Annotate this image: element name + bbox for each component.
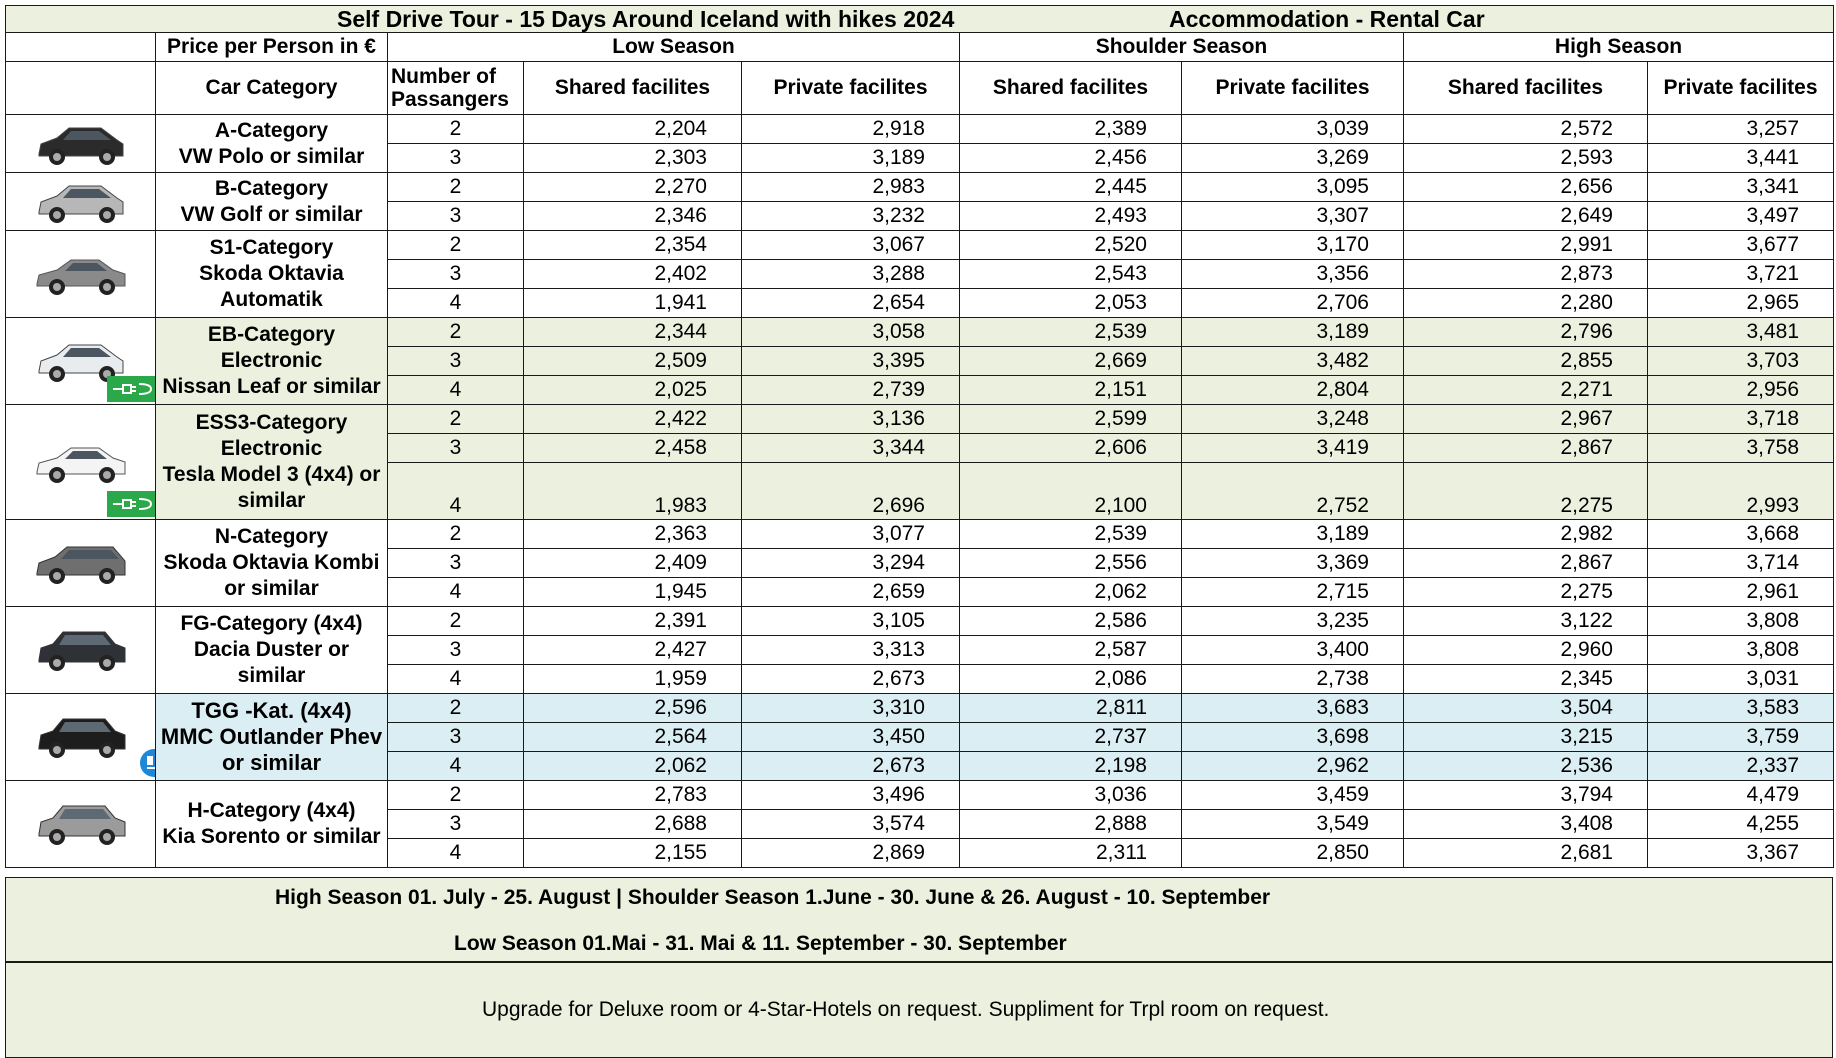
- high-shared-header: Shared facilites: [1404, 62, 1648, 115]
- price-cell: 2,965: [1648, 289, 1834, 318]
- price-cell: 3,400: [1182, 636, 1404, 665]
- price-cell: 3,459: [1182, 781, 1404, 810]
- table-row: [6, 694, 1834, 723]
- low-private-header: Private facilites: [742, 62, 960, 115]
- price-cell: 3,189: [1182, 520, 1404, 549]
- passengers-cell: 2: [388, 318, 524, 347]
- price-cell: 3,441: [1648, 144, 1834, 173]
- price-cell: 3,677: [1648, 231, 1834, 260]
- passengers-cell: 2: [388, 520, 524, 549]
- category-label-line: Dacia Duster or similar: [193, 638, 350, 687]
- price-cell: 3,248: [1182, 405, 1404, 434]
- price-cell: 2,198: [960, 752, 1182, 781]
- price-cell: 2,586: [960, 607, 1182, 636]
- car-image-cell: [6, 173, 156, 231]
- category-label-line: N-Category: [214, 525, 329, 548]
- season-dates-line-1: High Season 01. July - 25. August | Shoulder Season 1.June - 30. June & 26. August - 10. September: [275, 886, 1271, 909]
- category-label-line: Skoda Oktavia: [199, 262, 344, 285]
- category-label: [156, 694, 388, 781]
- price-cell: 2,389: [960, 115, 1182, 144]
- price-cell: 2,275: [1404, 578, 1648, 607]
- price-table: [5, 5, 1834, 868]
- car-image-cell: [6, 781, 156, 868]
- plugin-hybrid-icon: [139, 748, 156, 778]
- price-cell: 3,497: [1648, 202, 1834, 231]
- price-cell: 2,867: [1404, 549, 1648, 578]
- table-row: [6, 318, 1834, 347]
- category-label-line: Skoda Oktavia Kombi: [163, 551, 380, 574]
- low-season-header: Low Season: [388, 33, 960, 62]
- passengers-cell: 2: [388, 781, 524, 810]
- category-label-line: Electronic: [220, 437, 323, 460]
- price-cell: 2,606: [960, 434, 1182, 463]
- price-cell: 2,363: [524, 520, 742, 549]
- price-cell: 2,564: [524, 723, 742, 752]
- passengers-cell: 4: [388, 578, 524, 607]
- category-label-line: A-Category: [214, 118, 329, 142]
- price-cell: 3,794: [1404, 781, 1648, 810]
- price-cell: 3,189: [742, 144, 960, 173]
- price-cell: 3,758: [1648, 434, 1834, 463]
- price-cell: 3,369: [1182, 549, 1404, 578]
- price-cell: 3,105: [742, 607, 960, 636]
- car-electric-sedan-icon: [33, 436, 129, 488]
- shoulder-season-header: Shoulder Season: [960, 33, 1404, 62]
- price-cell: 2,983: [742, 173, 960, 202]
- car-image-cell: [6, 318, 156, 405]
- price-cell: 3,067: [742, 231, 960, 260]
- price-cell: 3,294: [742, 549, 960, 578]
- category-label-line: similar: [237, 489, 306, 512]
- passengers-cell: 4: [388, 752, 524, 781]
- price-cell: 2,596: [524, 694, 742, 723]
- price-cell: 3,269: [1182, 144, 1404, 173]
- table-row: [6, 231, 1834, 260]
- category-label-line: or similar: [221, 750, 322, 775]
- table-row: [6, 607, 1834, 636]
- price-cell: 2,270: [524, 173, 742, 202]
- car-estate-icon: [33, 537, 129, 589]
- passengers-cell: 3: [388, 723, 524, 752]
- category-label-line: Nissan Leaf or similar: [162, 375, 381, 398]
- price-cell: 2,086: [960, 665, 1182, 694]
- shoulder-shared-header: Shared facilites: [960, 62, 1182, 115]
- season-dates-line-2: Low Season 01.Mai - 31. Mai & 11. September - 30. September: [454, 932, 1067, 955]
- price-cell: 2,918: [742, 115, 960, 144]
- price-cell: 2,804: [1182, 376, 1404, 405]
- price-cell: 2,345: [1404, 665, 1648, 694]
- car-image-cell: [6, 115, 156, 173]
- price-cell: 2,062: [960, 578, 1182, 607]
- price-cell: 2,539: [960, 520, 1182, 549]
- price-cell: 2,427: [524, 636, 742, 665]
- category-label-line: Tesla Model 3 (4x4) or: [162, 463, 381, 486]
- blank-corner-2: [6, 62, 156, 115]
- passengers-cell: 2: [388, 231, 524, 260]
- price-cell: 2,409: [524, 549, 742, 578]
- price-cell: 2,204: [524, 115, 742, 144]
- price-cell: 2,649: [1404, 202, 1648, 231]
- blank-corner: [6, 33, 156, 62]
- price-cell: 2,536: [1404, 752, 1648, 781]
- category-label-line: B-Category: [214, 176, 329, 200]
- price-cell: 3,077: [742, 520, 960, 549]
- passengers-cell: 2: [388, 173, 524, 202]
- car-image-cell: [6, 694, 156, 781]
- price-cell: 3,313: [742, 636, 960, 665]
- category-label: [156, 318, 388, 405]
- price-cell: 3,307: [1182, 202, 1404, 231]
- price-cell: 2,587: [960, 636, 1182, 665]
- price-cell: 2,855: [1404, 347, 1648, 376]
- price-cell: 3,215: [1404, 723, 1648, 752]
- car-image-cell: [6, 520, 156, 607]
- category-label-line: Kia Sorento or similar: [162, 825, 381, 848]
- price-cell: 2,543: [960, 260, 1182, 289]
- price-cell: 3,698: [1182, 723, 1404, 752]
- category-label-line: FG-Category (4x4): [180, 612, 363, 635]
- price-cell: 3,574: [742, 810, 960, 839]
- price-cell: 2,960: [1404, 636, 1648, 665]
- category-label: [156, 173, 388, 231]
- category-label: [156, 781, 388, 868]
- car-suv-black-icon: [33, 711, 129, 763]
- passengers-cell: 3: [388, 347, 524, 376]
- price-cell: 2,509: [524, 347, 742, 376]
- price-cell: 2,659: [742, 578, 960, 607]
- passengers-cell: 4: [388, 463, 524, 520]
- electric-plug-icon: [107, 491, 155, 517]
- price-cell: 2,520: [960, 231, 1182, 260]
- passengers-cell: 2: [388, 694, 524, 723]
- price-cell: 3,367: [1648, 839, 1834, 868]
- price-cell: 3,170: [1182, 231, 1404, 260]
- price-cell: 2,599: [960, 405, 1182, 434]
- title-bar: [6, 6, 1834, 33]
- table-row: [6, 173, 1834, 202]
- electric-plug-icon: [107, 376, 155, 402]
- price-cell: 3,450: [742, 723, 960, 752]
- table-row: [6, 520, 1834, 549]
- price-cell: 2,811: [960, 694, 1182, 723]
- price-cell: 2,053: [960, 289, 1182, 318]
- price-cell: 3,703: [1648, 347, 1834, 376]
- price-cell: 3,058: [742, 318, 960, 347]
- passengers-cell: 4: [388, 289, 524, 318]
- car-image-cell: [6, 405, 156, 520]
- price-cell: 3,341: [1648, 173, 1834, 202]
- price-cell: 1,941: [524, 289, 742, 318]
- price-cell: 2,956: [1648, 376, 1834, 405]
- price-cell: 2,354: [524, 231, 742, 260]
- category-label-line: MMC Outlander Phev: [160, 724, 383, 749]
- price-cell: 2,275: [1404, 463, 1648, 520]
- price-cell: 2,991: [1404, 231, 1648, 260]
- price-cell: 3,039: [1182, 115, 1404, 144]
- price-cell: 2,867: [1404, 434, 1648, 463]
- price-cell: 3,718: [1648, 405, 1834, 434]
- passengers-cell: 4: [388, 376, 524, 405]
- price-cell: 2,673: [742, 752, 960, 781]
- price-cell: 2,458: [524, 434, 742, 463]
- price-cell: 2,673: [742, 665, 960, 694]
- price-cell: 2,303: [524, 144, 742, 173]
- category-label: [156, 520, 388, 607]
- passengers-cell: 3: [388, 810, 524, 839]
- price-cell: 3,549: [1182, 810, 1404, 839]
- price-cell: 3,344: [742, 434, 960, 463]
- passengers-cell: 3: [388, 549, 524, 578]
- price-cell: 2,993: [1648, 463, 1834, 520]
- price-cell: 2,967: [1404, 405, 1648, 434]
- price-cell: 2,280: [1404, 289, 1648, 318]
- price-cell: 4,255: [1648, 810, 1834, 839]
- price-cell: 2,062: [524, 752, 742, 781]
- passengers-header: Number of Passangers: [388, 62, 524, 115]
- price-cell: 4,479: [1648, 781, 1834, 810]
- price-cell: 3,714: [1648, 549, 1834, 578]
- car-suv-dark-icon: [33, 624, 129, 676]
- price-cell: 3,189: [1182, 318, 1404, 347]
- price-cell: 2,873: [1404, 260, 1648, 289]
- low-shared-header: Shared facilites: [524, 62, 742, 115]
- price-cell: 3,408: [1404, 810, 1648, 839]
- passengers-cell: 3: [388, 434, 524, 463]
- table-row: [6, 781, 1834, 810]
- price-cell: 2,688: [524, 810, 742, 839]
- price-cell: 2,656: [1404, 173, 1648, 202]
- passengers-cell: 3: [388, 636, 524, 665]
- category-label-line: TGG -Kat. (4x4): [191, 698, 352, 723]
- price-cell: 2,961: [1648, 578, 1834, 607]
- price-cell: 3,095: [1182, 173, 1404, 202]
- category-label-line: H-Category (4x4): [187, 799, 356, 822]
- category-label-line: Automatik: [220, 288, 323, 311]
- price-cell: 2,493: [960, 202, 1182, 231]
- category-label-line: S1-Category: [209, 236, 334, 259]
- high-season-header: High Season: [1404, 33, 1834, 62]
- price-cell: 2,669: [960, 347, 1182, 376]
- price-cell: 2,155: [524, 839, 742, 868]
- car-hatchback-silver-icon: [33, 176, 129, 228]
- price-cell: 2,739: [742, 376, 960, 405]
- price-cell: 3,419: [1182, 434, 1404, 463]
- price-cell: 2,100: [960, 463, 1182, 520]
- car-image-cell: [6, 231, 156, 318]
- price-cell: 2,445: [960, 173, 1182, 202]
- price-cell: 2,271: [1404, 376, 1648, 405]
- price-cell: 3,356: [1182, 260, 1404, 289]
- price-cell: 2,654: [742, 289, 960, 318]
- category-label: [156, 405, 388, 520]
- price-cell: 2,696: [742, 463, 960, 520]
- passengers-cell: 4: [388, 839, 524, 868]
- passengers-cell: 3: [388, 202, 524, 231]
- category-label: [156, 115, 388, 173]
- price-cell: 3,235: [1182, 607, 1404, 636]
- price-cell: 3,232: [742, 202, 960, 231]
- price-cell: 3,759: [1648, 723, 1834, 752]
- price-cell: 2,151: [960, 376, 1182, 405]
- table-row: [6, 115, 1834, 144]
- category-label: [156, 607, 388, 694]
- shoulder-private-header: Private facilites: [1182, 62, 1404, 115]
- car-category-header: Car Category: [156, 62, 388, 115]
- price-cell: 3,481: [1648, 318, 1834, 347]
- price-cell: 3,482: [1182, 347, 1404, 376]
- price-cell: 3,683: [1182, 694, 1404, 723]
- price-cell: 2,539: [960, 318, 1182, 347]
- price-cell: 2,311: [960, 839, 1182, 868]
- price-cell: 3,808: [1648, 607, 1834, 636]
- price-cell: 2,796: [1404, 318, 1648, 347]
- passengers-cell: 2: [388, 115, 524, 144]
- passengers-cell: 3: [388, 260, 524, 289]
- category-label-line: ESS3-Category: [195, 411, 348, 434]
- price-cell: 2,572: [1404, 115, 1648, 144]
- price-cell: 3,031: [1648, 665, 1834, 694]
- price-cell: 2,888: [960, 810, 1182, 839]
- passengers-cell: 3: [388, 144, 524, 173]
- price-cell: 2,402: [524, 260, 742, 289]
- price-cell: 2,850: [1182, 839, 1404, 868]
- price-cell: 2,025: [524, 376, 742, 405]
- category-label-line: EB-Category Electronic: [207, 323, 336, 372]
- price-cell: 2,715: [1182, 578, 1404, 607]
- price-cell: 3,496: [742, 781, 960, 810]
- car-sedan-icon: [33, 248, 129, 300]
- car-suv-silver-icon: [33, 798, 129, 850]
- price-cell: 3,288: [742, 260, 960, 289]
- category-label: [156, 231, 388, 318]
- price-cell: 2,391: [524, 607, 742, 636]
- price-cell: 3,036: [960, 781, 1182, 810]
- price-cell: 2,337: [1648, 752, 1834, 781]
- price-cell: 2,422: [524, 405, 742, 434]
- page-subtitle: Accommodation - Rental Car: [1169, 6, 1485, 32]
- category-label-line: VW Golf or similar: [180, 202, 363, 226]
- price-cell: 3,721: [1648, 260, 1834, 289]
- price-cell: 2,752: [1182, 463, 1404, 520]
- category-label-line: or similar: [224, 577, 319, 600]
- passengers-cell: 2: [388, 607, 524, 636]
- price-cell: 3,668: [1648, 520, 1834, 549]
- category-label-line: VW Polo or similar: [178, 144, 365, 168]
- price-cell: 1,945: [524, 578, 742, 607]
- season-dates-panel: [5, 877, 1833, 962]
- price-cell: 2,556: [960, 549, 1182, 578]
- passengers-cell: 2: [388, 405, 524, 434]
- price-cell: 3,122: [1404, 607, 1648, 636]
- price-cell: 3,808: [1648, 636, 1834, 665]
- price-cell: 2,962: [1182, 752, 1404, 781]
- notes-panel: [5, 961, 1833, 1058]
- price-cell: 3,395: [742, 347, 960, 376]
- price-cell: 1,983: [524, 463, 742, 520]
- price-cell: 1,959: [524, 665, 742, 694]
- car-image-cell: [6, 607, 156, 694]
- price-cell: 2,737: [960, 723, 1182, 752]
- price-cell: 2,593: [1404, 144, 1648, 173]
- price-cell: 3,136: [742, 405, 960, 434]
- price-cell: 2,982: [1404, 520, 1648, 549]
- price-cell: 2,783: [524, 781, 742, 810]
- price-cell: 2,681: [1404, 839, 1648, 868]
- price-cell: 2,869: [742, 839, 960, 868]
- price-cell: 3,583: [1648, 694, 1834, 723]
- car-hatchback-dark-icon: [33, 118, 129, 170]
- price-cell: 3,310: [742, 694, 960, 723]
- price-cell: 2,706: [1182, 289, 1404, 318]
- price-cell: 3,257: [1648, 115, 1834, 144]
- price-cell: 2,344: [524, 318, 742, 347]
- table-row: [6, 405, 1834, 434]
- price-per-person-label: Price per Person in €: [156, 33, 388, 62]
- upgrade-note: Upgrade for Deluxe room or 4-Star-Hotels on request. Suppliment for Trpl room on request.: [482, 998, 1330, 1021]
- price-cell: 2,346: [524, 202, 742, 231]
- passengers-cell: 4: [388, 665, 524, 694]
- page-title: Self Drive Tour - 15 Days Around Iceland with hikes 2024: [337, 6, 955, 32]
- price-cell: 2,456: [960, 144, 1182, 173]
- high-private-header: Private facilites: [1648, 62, 1834, 115]
- price-cell: 3,504: [1404, 694, 1648, 723]
- price-cell: 2,738: [1182, 665, 1404, 694]
